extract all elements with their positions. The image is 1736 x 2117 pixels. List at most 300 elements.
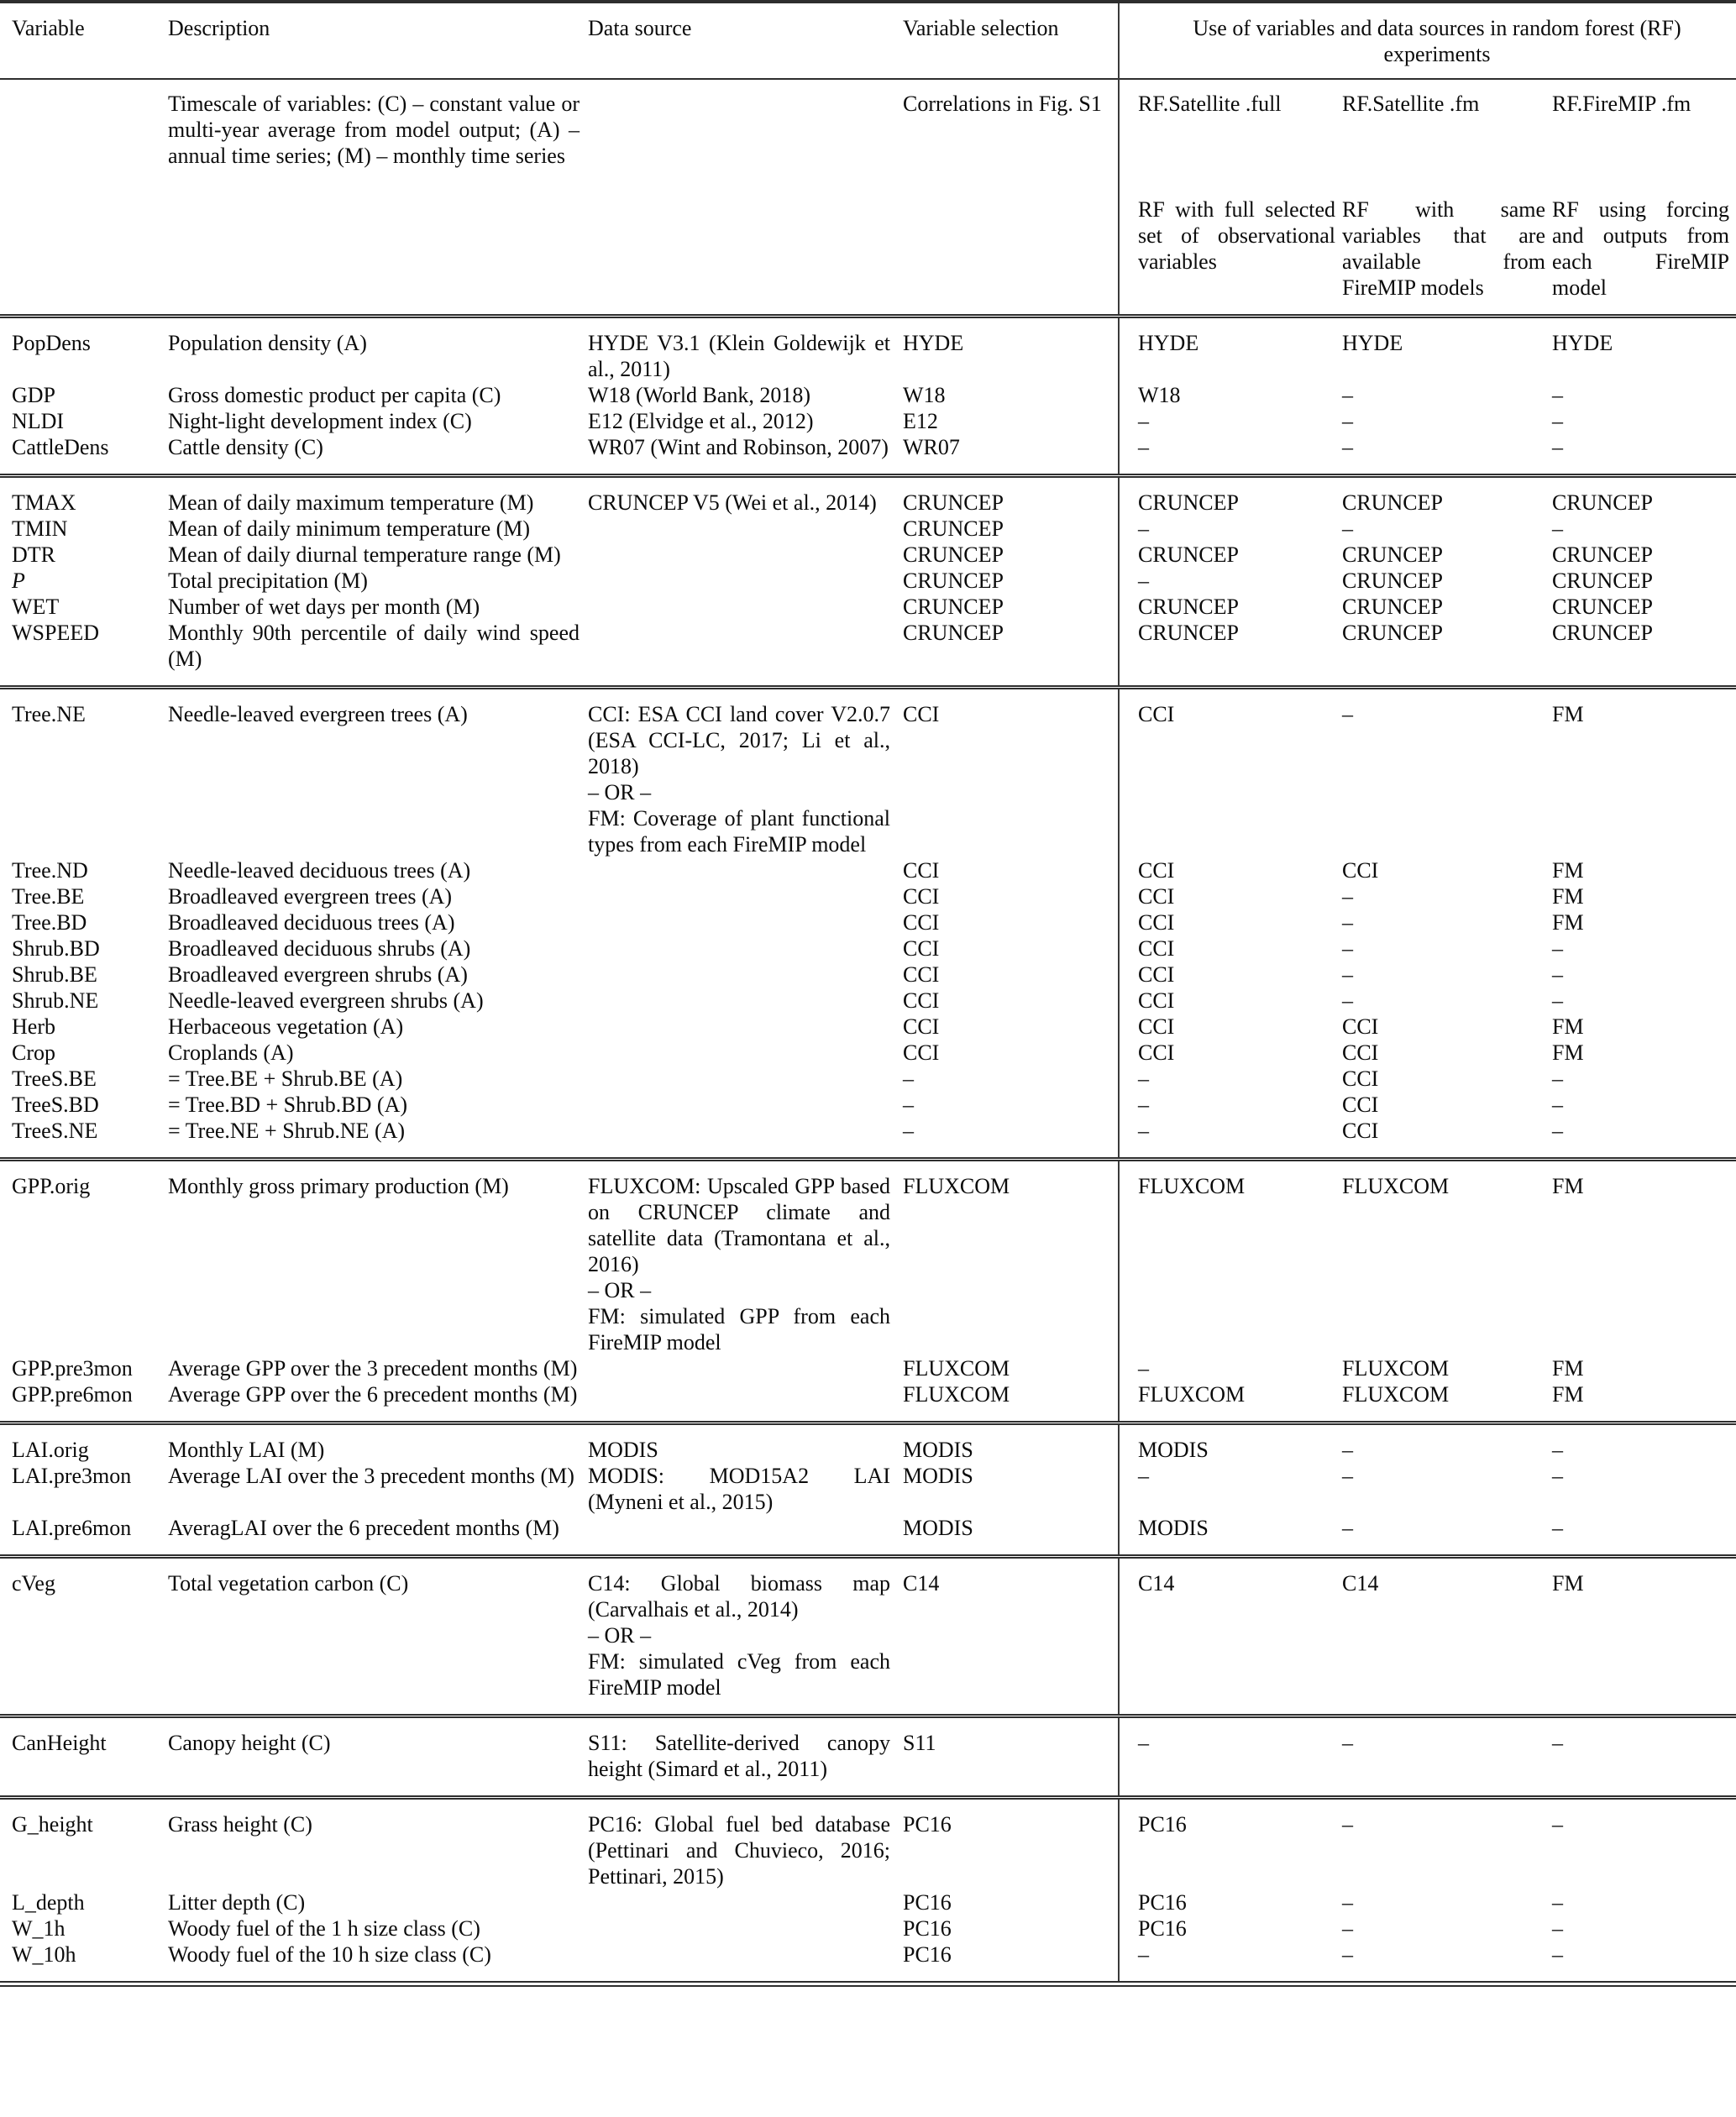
rf-satellite-full-cell: HYDE — [1119, 317, 1342, 383]
description-cell: Monthly 90th percentile of daily wind speed (M) — [168, 621, 580, 671]
description-cell: Canopy height (C) — [168, 1731, 331, 1755]
data-source-cell — [588, 542, 903, 568]
rf-satellite-fm-cell: FLUXCOM — [1342, 1382, 1450, 1407]
table-section — [0, 1160, 1736, 1423]
rf-satellite-fm-cell: CCI — [1342, 858, 1379, 883]
variable-selection-cell: FLUXCOM — [903, 1382, 1010, 1407]
rf-satellite-fm-cell: – — [1342, 1516, 1353, 1540]
table-row — [0, 1423, 1736, 1464]
rf-satellite-full-cell: CCI — [1119, 857, 1342, 883]
data-source-line: – OR – — [588, 1623, 652, 1648]
data-source-cell — [588, 1118, 903, 1160]
variable-cell: LAI.pre6mon — [12, 1516, 132, 1540]
data-source-cell — [588, 79, 903, 317]
rf-satellite-full-cell: PC16 — [1119, 1798, 1342, 1890]
variable-cell: WSPEED — [12, 621, 99, 645]
experiment-header-rf-satellite-fm — [1342, 79, 1552, 317]
description-cell: Litter depth (C) — [168, 1890, 306, 1915]
description-cell: Mean of daily maximum temperature (M) — [168, 490, 534, 515]
rf-satellite-fm-cell: – — [1342, 516, 1353, 541]
rf-firemip-fm-cell: CRUNCEP — [1552, 621, 1653, 645]
variable-selection-cell: PC16 — [903, 1942, 952, 1967]
variable-cell: P — [12, 569, 25, 593]
rf-satellite-fm-cell: – — [1342, 435, 1353, 459]
rf-firemip-fm-cell: – — [1552, 1942, 1563, 1967]
experiment-header-rf-satellite-full — [1119, 79, 1342, 317]
description-cell: Average GPP over the 3 precedent months (M) — [168, 1356, 578, 1381]
rf-satellite-fm-cell: CCI — [1342, 1040, 1379, 1065]
variable-selection-cell: CCI — [903, 1014, 940, 1039]
rf-satellite-fm-cell: – — [1342, 1438, 1353, 1462]
experiment-name: RF.Satellite .full — [1138, 92, 1282, 116]
variable-cell: Tree.BE — [12, 884, 85, 909]
variable-cell: Tree.BD — [12, 910, 87, 935]
rf-satellite-fm-cell: – — [1342, 1812, 1353, 1837]
data-source-cell — [588, 1355, 903, 1381]
rf-firemip-fm-cell: FM — [1552, 910, 1584, 935]
data-source-line: C14: Global biomass map (Carvalhais et al., 2014) — [588, 1571, 890, 1622]
variable-cell: LAI.orig — [12, 1438, 89, 1462]
rf-firemip-fm-cell: – — [1552, 516, 1563, 541]
table-row — [0, 1066, 1736, 1092]
table-row — [0, 408, 1736, 434]
table-row — [0, 909, 1736, 935]
description-cell: Gross domestic product per capita (C) — [168, 383, 501, 407]
description-cell: Monthly gross primary production (M) — [168, 1174, 509, 1198]
column-group-header-rf-experiments — [1119, 2, 1736, 79]
table-row — [0, 1463, 1736, 1515]
description-cell: Cattle density (C) — [168, 435, 323, 459]
rf-firemip-fm-cell: CRUNCEP — [1552, 542, 1653, 567]
variable-cell: GPP.orig — [12, 1174, 91, 1198]
rf-satellite-full-cell: – — [1119, 1118, 1342, 1160]
rf-satellite-full-cell: CCI — [1119, 935, 1342, 962]
variable-selection-cell: E12 — [903, 409, 938, 433]
table-header — [0, 2, 1736, 79]
rf-satellite-fm-cell: CRUNCEP — [1342, 621, 1443, 645]
rf-satellite-fm-cell: – — [1342, 1942, 1353, 1967]
table-row — [0, 857, 1736, 883]
rf-satellite-fm-cell: CRUNCEP — [1342, 569, 1443, 593]
description-cell: Mean of daily diurnal temperature range (M) — [168, 542, 561, 567]
rf-satellite-fm-cell: – — [1342, 1890, 1353, 1915]
variable-cell: TreeS.BD — [12, 1093, 99, 1117]
variable-selection-cell: C14 — [903, 1571, 940, 1596]
data-source-cell — [588, 988, 903, 1014]
data-source-cell: MODIS: MOD15A2 LAI (Myneni et al., 2015) — [588, 1464, 890, 1514]
rf-satellite-fm-cell: – — [1342, 988, 1353, 1013]
variable-cell: GPP.pre3mon — [12, 1356, 133, 1381]
table-section — [0, 317, 1736, 476]
data-source-cell — [588, 594, 903, 620]
rf-satellite-full-cell: MODIS — [1119, 1423, 1342, 1464]
variable-selection-cell: CCI — [903, 910, 940, 935]
rf-firemip-fm-cell: – — [1552, 383, 1563, 407]
variable-cell: GPP.pre6mon — [12, 1382, 133, 1407]
rf-satellite-full-cell: FLUXCOM — [1119, 1381, 1342, 1423]
table-row — [0, 883, 1736, 909]
rf-satellite-full-cell: CCI — [1119, 1014, 1342, 1040]
description-cell: = Tree.BD + Shrub.BD (A) — [168, 1093, 408, 1117]
variable-selection-cell: PC16 — [903, 1812, 952, 1837]
rf-satellite-fm-cell: – — [1342, 409, 1353, 433]
timescale-legend: Timescale of variables: (C) – constant value or multi-year average from model output; (A) – annual time series; (M) – monthly time series — [168, 92, 580, 168]
table-row — [0, 1118, 1736, 1160]
description-cell: Broadleaved evergreen trees (A) — [168, 884, 453, 909]
variable-cell: W_1h — [12, 1916, 66, 1941]
variable-cell: TreeS.NE — [12, 1119, 98, 1143]
variable-selection-cell: CRUNCEP — [903, 569, 1004, 593]
data-source-cell: W18 (World Bank, 2018) — [588, 383, 811, 407]
data-source-cell — [588, 620, 903, 688]
header-row — [0, 2, 1736, 79]
table-row — [0, 1014, 1736, 1040]
table-row — [0, 1092, 1736, 1118]
table-row — [0, 568, 1736, 594]
table-section — [0, 1557, 1736, 1716]
table-row — [0, 620, 1736, 688]
rf-satellite-fm-cell: – — [1342, 910, 1353, 935]
rf-firemip-fm-cell: FM — [1552, 1571, 1584, 1596]
rf-satellite-fm-cell: FLUXCOM — [1342, 1174, 1450, 1198]
table-row — [0, 935, 1736, 962]
variable-selection-cell: CCI — [903, 858, 940, 883]
variable-cell: CanHeight — [12, 1731, 107, 1755]
description-cell: Needle-leaved evergreen trees (A) — [168, 702, 468, 726]
data-source-cell — [588, 962, 903, 988]
column-header-data-source: Data source — [588, 16, 692, 40]
table-row — [0, 988, 1736, 1014]
rf-firemip-fm-cell: – — [1552, 1438, 1563, 1462]
rf-satellite-fm-cell: – — [1342, 884, 1353, 909]
data-source-cell: CRUNCEP V5 (Wei et al., 2014) — [588, 490, 877, 515]
data-source-cell — [588, 935, 903, 962]
table-row — [0, 1381, 1736, 1423]
rf-satellite-full-cell: CCI — [1119, 688, 1342, 858]
table-row — [0, 1716, 1736, 1798]
rf-satellite-fm-cell: – — [1342, 383, 1353, 407]
table-row — [0, 1160, 1736, 1356]
description-cell: Herbaceous vegetation (A) — [168, 1014, 404, 1039]
table-section — [0, 1716, 1736, 1798]
variable-selection-cell: – — [903, 1119, 914, 1143]
rf-satellite-full-cell: CCI — [1119, 988, 1342, 1014]
data-source-cell: HYDE V3.1 (Klein Goldewijk et al., 2011) — [588, 331, 890, 381]
rf-satellite-full-cell: – — [1119, 1716, 1342, 1798]
rf-firemip-fm-cell: – — [1552, 1916, 1563, 1941]
rf-firemip-fm-cell: – — [1552, 435, 1563, 459]
data-source-cell — [588, 1066, 903, 1092]
rf-satellite-full-cell: – — [1119, 568, 1342, 594]
variable-selection-cell: CCI — [903, 962, 940, 987]
data-source-line: FM: Coverage of plant functional types from each FireMIP model — [588, 806, 890, 857]
data-source-cell — [588, 883, 903, 909]
description-cell: AveragLAI over the 6 precedent months (M) — [168, 1516, 559, 1540]
variable-cell: WET — [12, 595, 60, 619]
data-source-cell — [588, 1092, 903, 1118]
rf-firemip-fm-cell: CRUNCEP — [1552, 490, 1653, 515]
variable-selection-cell: – — [903, 1093, 914, 1117]
rf-firemip-fm-cell: FM — [1552, 702, 1584, 726]
rf-firemip-fm-cell: FM — [1552, 1382, 1584, 1407]
data-source-line: FM: simulated cVeg from each FireMIP model — [588, 1649, 890, 1700]
data-source-cell — [588, 1040, 903, 1066]
variable-cell: GDP — [12, 383, 56, 407]
rf-satellite-full-cell: C14 — [1119, 1557, 1342, 1716]
table-row — [0, 476, 1736, 516]
rf-firemip-fm-cell: – — [1552, 409, 1563, 433]
variable-selection-cell: CRUNCEP — [903, 516, 1004, 541]
variable-selection-cell: CCI — [903, 884, 940, 909]
rf-satellite-full-cell: W18 — [1119, 382, 1342, 408]
variable-cell: W_10h — [12, 1942, 76, 1967]
rf-firemip-fm-cell: FM — [1552, 1356, 1584, 1381]
rf-group-header-text: Use of variables and data sources in random forest (RF) experiments — [1193, 16, 1681, 66]
rf-satellite-fm-cell: HYDE — [1342, 331, 1403, 355]
rf-firemip-fm-cell: FM — [1552, 1174, 1584, 1198]
rf-firemip-fm-cell: – — [1552, 1119, 1563, 1143]
data-source-cell — [588, 1889, 903, 1915]
rf-firemip-fm-cell: – — [1552, 1731, 1563, 1755]
description-cell: Croplands (A) — [168, 1040, 294, 1065]
experiment-header-rf-firemip-fm — [1552, 79, 1736, 317]
table-row — [0, 1515, 1736, 1557]
variable-selection-cell: CRUNCEP — [903, 490, 1004, 515]
variable-cell — [0, 79, 168, 317]
variable-selection-cell: FLUXCOM — [903, 1356, 1010, 1381]
table-row — [0, 1557, 1736, 1716]
rf-satellite-full-cell: – — [1119, 1092, 1342, 1118]
table-row — [0, 317, 1736, 383]
rf-satellite-full-cell: – — [1119, 1463, 1342, 1515]
variable-selection-cell: CRUNCEP — [903, 542, 1004, 567]
data-source-cell: WR07 (Wint and Robinson, 2007) — [588, 435, 889, 459]
table-section — [0, 1798, 1736, 1984]
variable-cell: Crop — [12, 1040, 55, 1065]
description-cell: Number of wet days per month (M) — [168, 595, 480, 619]
rf-satellite-fm-cell: – — [1342, 1731, 1353, 1755]
rf-firemip-fm-cell: FM — [1552, 884, 1584, 909]
rf-satellite-full-cell: CRUNCEP — [1119, 620, 1342, 688]
variable-selection-cell: CRUNCEP — [903, 621, 1004, 645]
variable-selection-cell: CCI — [903, 988, 940, 1013]
data-source-cell — [588, 1915, 903, 1941]
table-row — [0, 962, 1736, 988]
rf-satellite-full-cell: MODIS — [1119, 1515, 1342, 1557]
variable-cell: PopDens — [12, 331, 91, 355]
rf-firemip-fm-cell: – — [1552, 1890, 1563, 1915]
description-cell: Average LAI over the 3 precedent months (M) — [168, 1464, 574, 1488]
data-source-cell — [588, 568, 903, 594]
rf-satellite-fm-cell: CCI — [1342, 1119, 1379, 1143]
variable-cell: TMIN — [12, 516, 68, 541]
rf-firemip-fm-cell: – — [1552, 1093, 1563, 1117]
variable-selection-note: Correlations in Fig. S1 — [903, 92, 1102, 116]
data-source-cell — [588, 688, 903, 858]
variable-selection-cell: CRUNCEP — [903, 595, 1004, 619]
description-cell: Needle-leaved evergreen shrubs (A) — [168, 988, 484, 1013]
rf-satellite-fm-cell: CRUNCEP — [1342, 490, 1443, 515]
rf-firemip-fm-cell: – — [1552, 1812, 1563, 1837]
rf-satellite-full-cell: – — [1119, 408, 1342, 434]
rf-satellite-full-cell: CCI — [1119, 1040, 1342, 1066]
variable-cell: TMAX — [12, 490, 76, 515]
rf-satellite-fm-cell: – — [1342, 1464, 1353, 1488]
table-row — [0, 434, 1736, 476]
variable-cell: DTR — [12, 542, 55, 567]
description-cell: Population density (A) — [168, 331, 367, 355]
description-cell: Broadleaved evergreen shrubs (A) — [168, 962, 468, 987]
variable-cell: cVeg — [12, 1571, 55, 1596]
rf-satellite-full-cell: PC16 — [1119, 1889, 1342, 1915]
column-header-variable-selection: Variable selection — [903, 16, 1059, 40]
rf-satellite-full-cell: – — [1119, 1941, 1342, 1984]
data-source-cell — [588, 1557, 903, 1716]
data-source-cell — [588, 1160, 903, 1356]
variable-selection-cell: HYDE — [903, 331, 964, 355]
rf-satellite-fm-cell: CRUNCEP — [1342, 542, 1443, 567]
rf-satellite-full-cell: PC16 — [1119, 1915, 1342, 1941]
rf-firemip-fm-cell: – — [1552, 962, 1563, 987]
rf-satellite-full-cell: – — [1119, 434, 1342, 476]
variable-selection-cell: CCI — [903, 1040, 940, 1065]
variable-cell: Tree.ND — [12, 858, 88, 883]
table-row — [0, 382, 1736, 408]
data-source-line: FM: simulated GPP from each FireMIP model — [588, 1304, 890, 1355]
description-cell: Woody fuel of the 1 h size class (C) — [168, 1916, 480, 1941]
rf-satellite-fm-cell: – — [1342, 702, 1353, 726]
rf-satellite-fm-cell: C14 — [1342, 1571, 1379, 1596]
experiment-name: RF.FireMIP .fm — [1552, 92, 1691, 116]
intro-section — [0, 79, 1736, 317]
variable-selection-cell: MODIS — [903, 1516, 973, 1540]
variable-selection-cell: FLUXCOM — [903, 1174, 1010, 1198]
variable-selection-cell: W18 — [903, 383, 946, 407]
rf-satellite-fm-cell: – — [1342, 962, 1353, 987]
description-cell: Average GPP over the 6 precedent months (M) — [168, 1382, 578, 1407]
rf-firemip-fm-cell: FM — [1552, 858, 1584, 883]
data-source-cell — [588, 1941, 903, 1984]
rf-satellite-full-cell: – — [1119, 1066, 1342, 1092]
description-cell: Woody fuel of the 10 h size class (C) — [168, 1942, 491, 1967]
experiment-description: RF using forcing and outputs from each FireMIP model — [1552, 197, 1729, 300]
data-source-cell — [588, 1014, 903, 1040]
variable-cell: Herb — [12, 1014, 55, 1039]
description-cell: = Tree.NE + Shrub.NE (A) — [168, 1119, 406, 1143]
rf-satellite-fm-cell: CRUNCEP — [1342, 595, 1443, 619]
experiment-description: RF with full selected set of observational variables — [1138, 197, 1335, 274]
data-source-line: – OR – — [588, 780, 652, 804]
rf-firemip-fm-cell: CRUNCEP — [1552, 595, 1653, 619]
description-cell: Broadleaved deciduous trees (A) — [168, 910, 455, 935]
rf-satellite-full-cell: – — [1119, 516, 1342, 542]
table-section — [0, 688, 1736, 1160]
variable-selection-cell: WR07 — [903, 435, 960, 459]
description-cell: Monthly LAI (M) — [168, 1438, 325, 1462]
variable-cell: CattleDens — [12, 435, 109, 459]
variable-cell: Shrub.BD — [12, 936, 100, 961]
column-header-description: Description — [168, 16, 270, 40]
description-cell: Mean of daily minimum temperature (M) — [168, 516, 531, 541]
variable-cell: Tree.NE — [12, 702, 86, 726]
experiment-name: RF.Satellite .fm — [1342, 92, 1480, 116]
data-source-cell — [588, 909, 903, 935]
rf-satellite-full-cell: CCI — [1119, 962, 1342, 988]
table-row — [0, 1040, 1736, 1066]
rf-satellite-fm-cell: – — [1342, 936, 1353, 961]
intro-row — [0, 79, 1736, 317]
experiment-description: RF with same variables that are available from FireMIP models — [1342, 197, 1545, 300]
description-cell: Needle-leaved deciduous trees (A) — [168, 858, 471, 883]
variable-cell: G_height — [12, 1812, 93, 1837]
rf-satellite-fm-cell: – — [1342, 1916, 1353, 1941]
rf-firemip-fm-cell: FM — [1552, 1040, 1584, 1065]
table-row — [0, 1798, 1736, 1890]
table-row — [0, 1915, 1736, 1941]
data-source-cell — [588, 857, 903, 883]
table-row — [0, 516, 1736, 542]
table-row — [0, 688, 1736, 858]
variable-cell: L_depth — [12, 1890, 85, 1915]
data-source-cell: MODIS — [588, 1438, 658, 1462]
rf-satellite-full-cell: FLUXCOM — [1119, 1160, 1342, 1356]
variable-selection-cell: MODIS — [903, 1464, 973, 1488]
variable-cell: TreeS.BE — [12, 1066, 97, 1091]
rf-satellite-fm-cell: CCI — [1342, 1014, 1379, 1039]
variable-cell: Shrub.NE — [12, 988, 99, 1013]
table-section — [0, 1423, 1736, 1557]
variable-selection-cell: PC16 — [903, 1916, 952, 1941]
rf-satellite-full-cell: CRUNCEP — [1119, 594, 1342, 620]
rf-firemip-fm-cell: CRUNCEP — [1552, 569, 1653, 593]
description-cell: Total vegetation carbon (C) — [168, 1571, 409, 1596]
description-cell: Grass height (C) — [168, 1812, 312, 1837]
rf-firemip-fm-cell: – — [1552, 1464, 1563, 1488]
table-row — [0, 1889, 1736, 1915]
data-source-line: FLUXCOM: Upscaled GPP based on CRUNCEP climate and satellite data (Tramontana et al., 2016) — [588, 1174, 890, 1276]
data-source-cell — [588, 1515, 903, 1557]
table-row — [0, 1941, 1736, 1984]
data-source-line: – OR – — [588, 1278, 652, 1302]
rf-firemip-fm-cell: – — [1552, 988, 1563, 1013]
rf-firemip-fm-cell: – — [1552, 1516, 1563, 1540]
variable-cell: NLDI — [12, 409, 65, 433]
table-section — [0, 476, 1736, 688]
rf-firemip-fm-cell: HYDE — [1552, 331, 1613, 355]
variable-selection-cell: – — [903, 1066, 914, 1091]
rf-firemip-fm-cell: – — [1552, 1066, 1563, 1091]
rf-firemip-fm-cell: – — [1552, 936, 1563, 961]
data-source-cell: PC16: Global fuel bed database (Pettinari and Chuvieco, 2016; Pettinari, 2015) — [588, 1812, 890, 1889]
rf-firemip-fm-cell: FM — [1552, 1014, 1584, 1039]
table-row — [0, 542, 1736, 568]
description-cell: Night-light development index (C) — [168, 409, 472, 433]
data-source-cell — [588, 1381, 903, 1423]
variable-selection-cell: S11 — [903, 1731, 936, 1755]
rf-satellite-full-cell: CRUNCEP — [1119, 542, 1342, 568]
variable-selection-cell: PC16 — [903, 1890, 952, 1915]
table-row — [0, 1355, 1736, 1381]
rf-satellite-fm-cell: CCI — [1342, 1066, 1379, 1091]
description-cell: Total precipitation (M) — [168, 569, 368, 593]
variable-selection-cell: MODIS — [903, 1438, 973, 1462]
data-source-cell: E12 (Elvidge et al., 2012) — [588, 409, 814, 433]
rf-satellite-fm-cell: FLUXCOM — [1342, 1356, 1450, 1381]
data-source-cell — [588, 516, 903, 542]
rf-satellite-fm-cell: CCI — [1342, 1093, 1379, 1117]
rf-satellite-full-cell: CCI — [1119, 883, 1342, 909]
description-cell: = Tree.BE + Shrub.BE (A) — [168, 1066, 403, 1091]
